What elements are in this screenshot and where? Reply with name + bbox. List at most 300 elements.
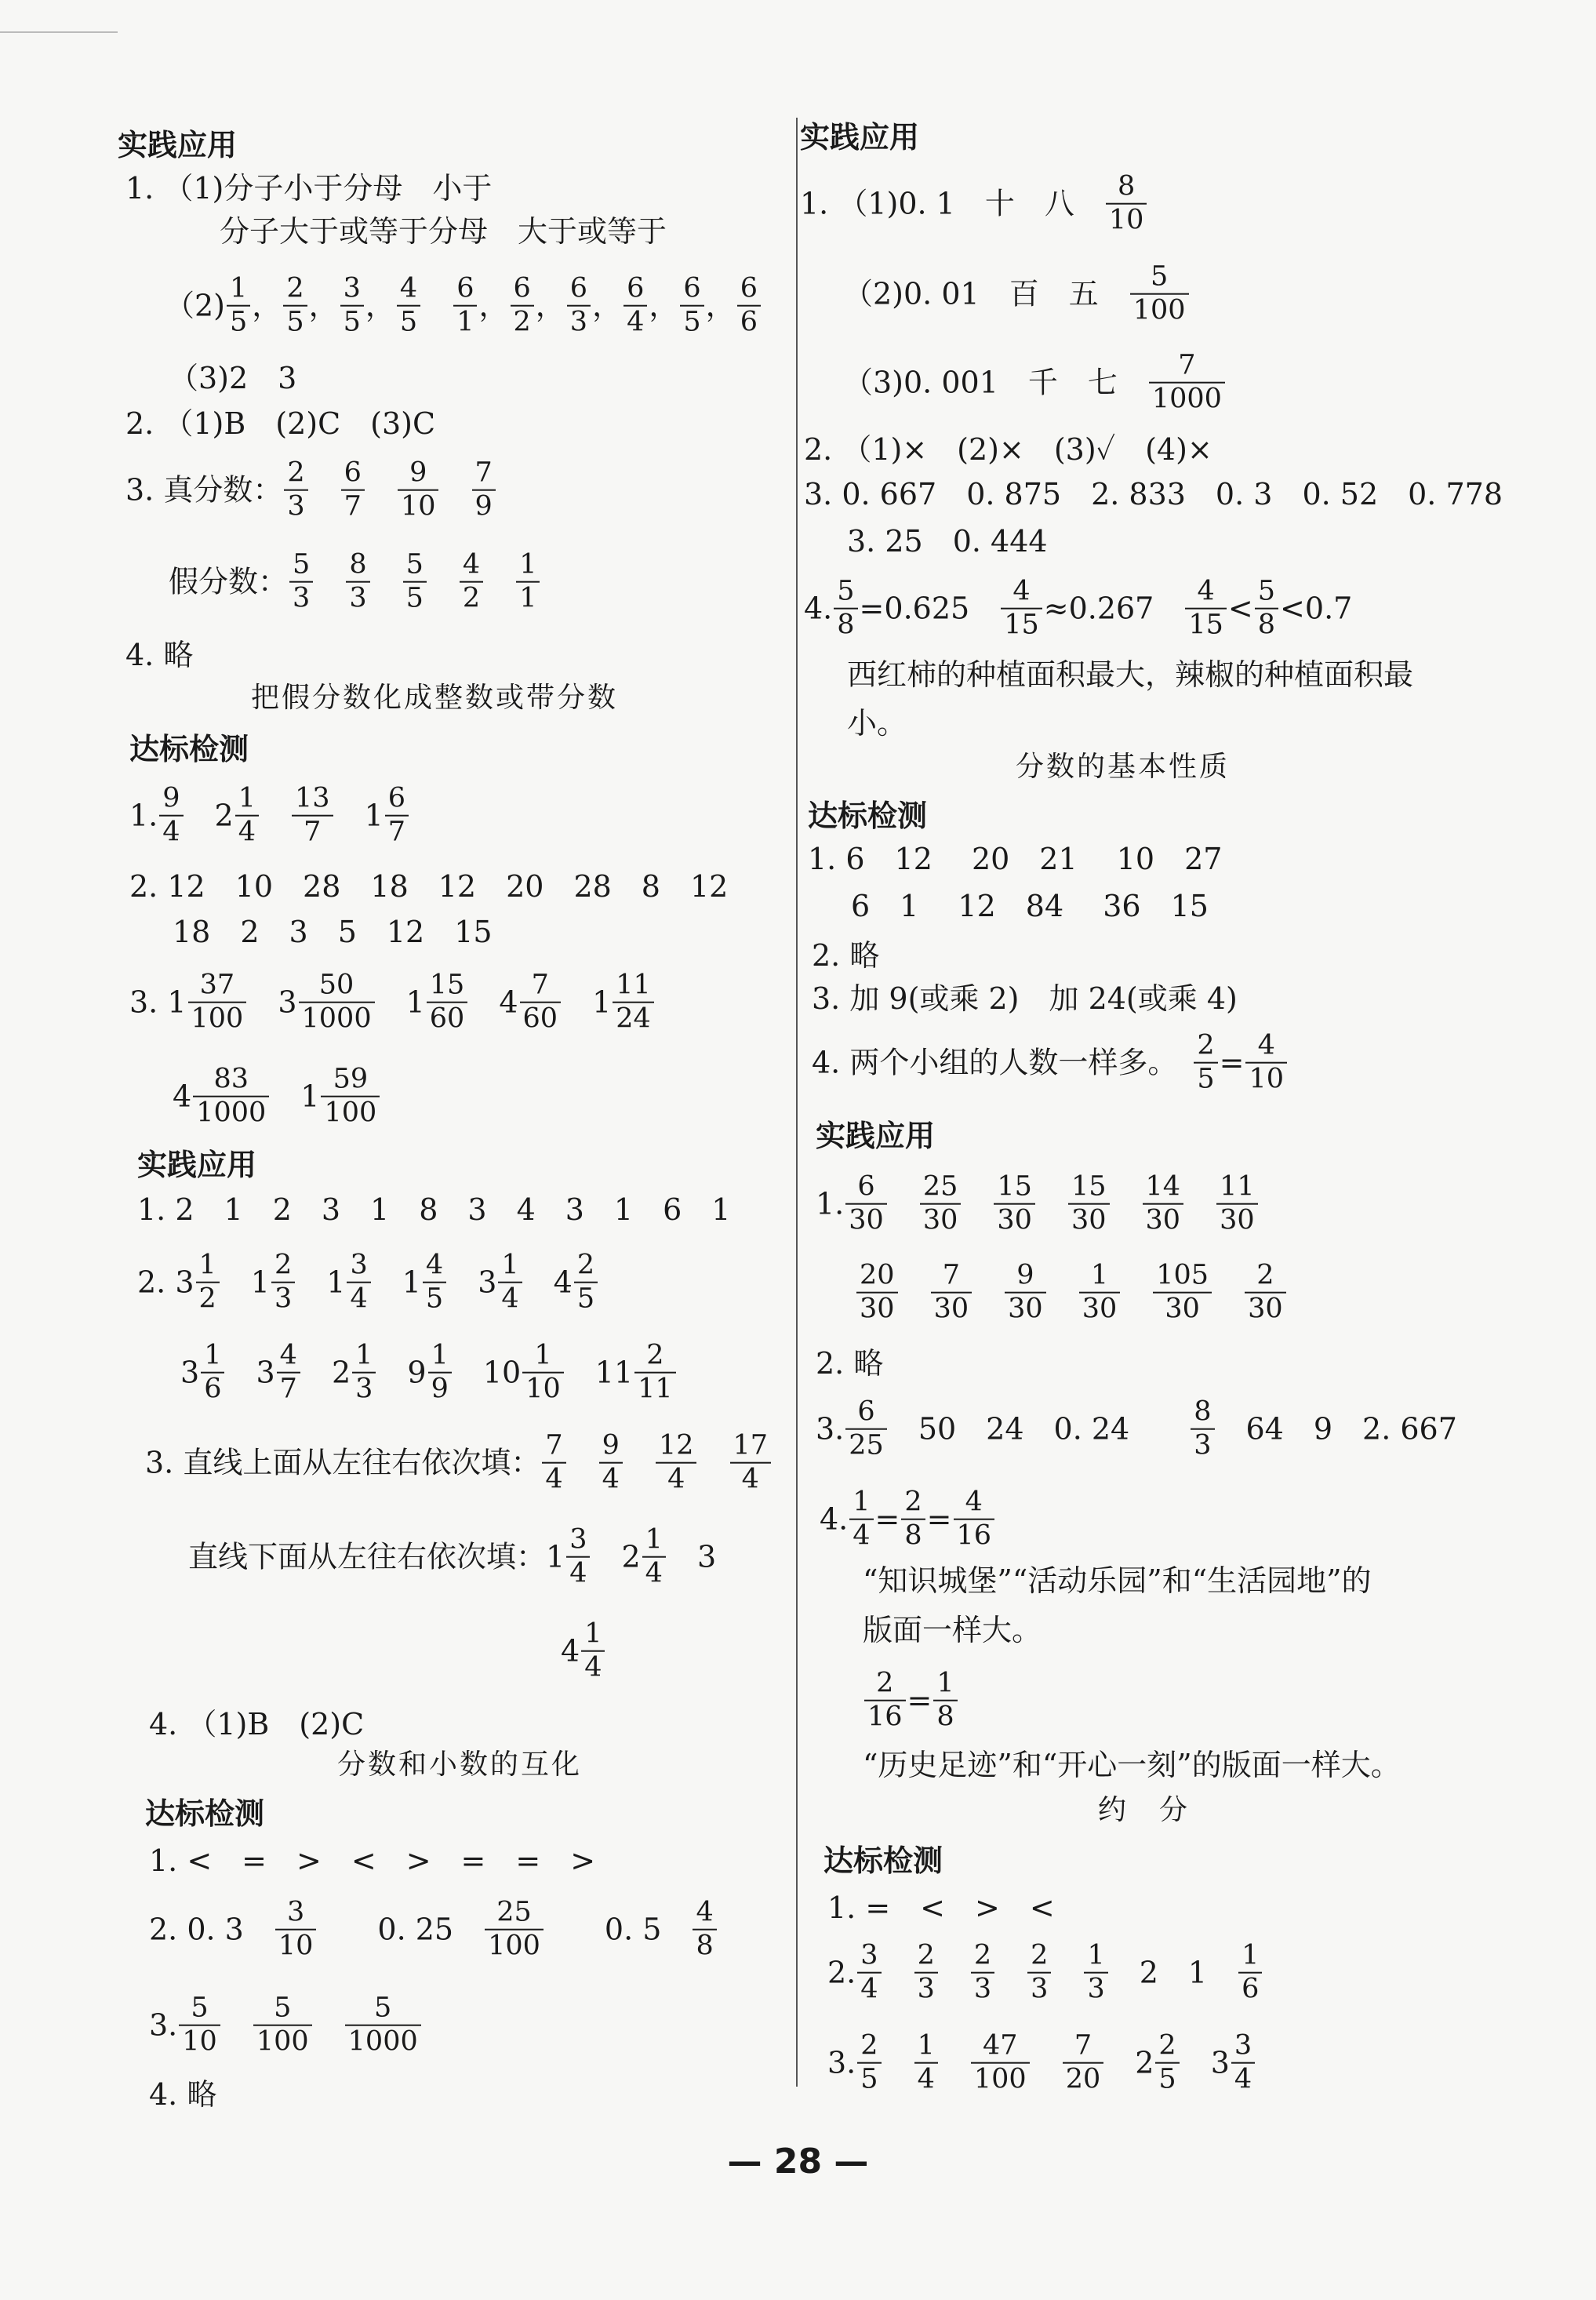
fraction-numerator: 8 (1194, 1396, 1212, 1428)
fraction-numerator: 1 (584, 1618, 602, 1650)
answer-line (847, 657, 1414, 692)
fraction-numerator: 4 (696, 1896, 714, 1928)
answer-text: 约 分 (1098, 1794, 1191, 1826)
fraction (472, 457, 496, 524)
fraction-numerator: 13 (295, 782, 330, 814)
fraction-denominator: 2 (462, 583, 481, 614)
answer-text: = (1219, 1046, 1245, 1080)
fraction (566, 1524, 590, 1591)
fraction-denominator: 4 (627, 307, 645, 338)
fraction-denominator: 30 (1082, 1294, 1118, 1325)
fraction-numerator: 15 (1071, 1170, 1107, 1203)
fraction-numerator: 6 (456, 272, 474, 304)
fraction (567, 273, 591, 340)
fraction (737, 273, 761, 340)
answer-text: ， (649, 289, 679, 323)
fraction-numerator: 4 (965, 1486, 983, 1518)
answer-text (568, 1448, 598, 1478)
answer-line (800, 171, 1148, 238)
fraction-denominator: 100 (1132, 295, 1186, 326)
fraction-numerator: 5 (1257, 575, 1276, 607)
fraction (623, 273, 647, 340)
answer-text: 1. (129, 799, 158, 833)
answer-text: 达标检测 (823, 1843, 943, 1878)
answer-line (173, 1064, 381, 1130)
fraction-denominator: 4 (667, 1464, 685, 1495)
fraction (857, 1940, 881, 2007)
answer-text: 1. 2 1 2 3 1 8 3 4 3 1 6 1 (137, 1192, 731, 1227)
answer-text: 6 1 12 84 36 15 (851, 889, 1209, 923)
answer-line (843, 350, 1227, 417)
fraction-denominator: 6 (740, 307, 758, 338)
answer-line (804, 479, 1503, 509)
answer-text: 0. 25 (318, 1912, 484, 1947)
fraction-denominator: 4 (860, 1974, 878, 2005)
answer-text (440, 475, 470, 505)
page-number: — 28 — (727, 2142, 869, 2182)
fraction-denominator: 8 (696, 1931, 714, 1962)
fraction-numerator: 2 (1031, 1939, 1049, 1971)
answer-text: = (926, 1502, 952, 1537)
answer-text: 3 (226, 1356, 275, 1390)
answer-text (422, 291, 452, 321)
fraction (613, 970, 654, 1036)
fraction-denominator: 5 (230, 307, 248, 338)
answer-text (1037, 1189, 1067, 1219)
fraction-denominator: 100 (488, 1931, 540, 1962)
answer-line (816, 1346, 884, 1381)
section-heading (129, 734, 249, 764)
fraction-numerator: 1 (1242, 1939, 1260, 1971)
fraction-denominator: 15 (1004, 610, 1039, 641)
fraction-denominator: 4 (602, 1464, 620, 1495)
page-number-value: 28 (773, 2142, 823, 2182)
answer-text: 3. (816, 1412, 845, 1447)
answer-text: 2 (184, 799, 234, 833)
fraction (1153, 1260, 1212, 1327)
fraction-denominator: 4 (584, 1652, 602, 1683)
answer-line (863, 1668, 959, 1734)
answer-text: ， (308, 289, 339, 323)
answer-line (812, 1030, 1289, 1097)
answer-line (149, 1709, 364, 1739)
fraction-numerator: 5 (293, 548, 311, 580)
answer-line (125, 640, 193, 670)
fraction-denominator: 10 (525, 1374, 561, 1405)
answer-text: 3 (180, 1356, 200, 1390)
answer-text: 西红柿的种植面积最大，辣椒的种植面积最 (847, 657, 1414, 692)
fraction-numerator: 1 (645, 1523, 663, 1556)
fraction-numerator: 3 (860, 1939, 878, 1971)
fraction-denominator: 15 (1188, 610, 1223, 641)
fraction-numerator: 7 (474, 457, 493, 489)
fraction (1216, 1171, 1258, 1238)
answer-line (137, 1250, 599, 1316)
fraction-numerator: 7 (1178, 349, 1196, 381)
fraction-numerator: 3 (350, 1249, 368, 1281)
fraction-numerator: 2 (860, 2029, 878, 2062)
answer-line (816, 1396, 1457, 1463)
answer-text: 1. （1)分子小于分母 小于 (125, 171, 493, 206)
fraction-denominator: 100 (191, 1003, 244, 1035)
answer-text: 实践应用 (137, 1148, 257, 1182)
fraction-denominator: 2 (198, 1283, 216, 1315)
answer-text: = (907, 1683, 933, 1718)
fraction (1245, 1030, 1287, 1097)
fraction (201, 1340, 224, 1407)
fraction-numerator: 83 (213, 1063, 249, 1095)
answer-text: 实践应用 (118, 128, 238, 162)
fraction-denominator: 4 (917, 2064, 935, 2095)
fraction-denominator: 10 (400, 491, 436, 522)
answer-line (137, 1192, 731, 1227)
fraction (271, 1250, 295, 1316)
answer-text (1122, 1278, 1151, 1308)
answer-text: 1 (334, 799, 384, 833)
fraction-numerator: 4 (1257, 1029, 1275, 1061)
fraction (542, 1430, 565, 1497)
fraction (403, 549, 427, 616)
fraction-denominator: 7 (344, 491, 362, 522)
fraction-denominator: 60 (522, 1003, 558, 1035)
answer-text (1031, 2048, 1061, 2078)
fraction-denominator: 7 (279, 1374, 297, 1405)
answer-text: 3. 25 0. 444 (847, 524, 1048, 559)
fraction-denominator: 30 (849, 1205, 884, 1236)
fraction-denominator: 25 (849, 1430, 884, 1461)
fraction (857, 2030, 881, 2097)
answer-text: 4 (469, 985, 518, 1020)
answer-text (940, 2048, 969, 2078)
fraction-numerator: 20 (860, 1259, 895, 1291)
fraction (1231, 2030, 1255, 2097)
fraction (347, 1250, 370, 1316)
fraction-numerator: 2 (973, 1939, 992, 1971)
answer-text: 2 1 (1109, 1956, 1238, 1990)
fraction-denominator: 6 (204, 1374, 222, 1405)
fraction-numerator: 12 (658, 1429, 694, 1461)
fraction-denominator: 30 (997, 1205, 1032, 1236)
fraction (516, 549, 540, 616)
answer-line (149, 2077, 217, 2112)
answer-text: ， (705, 289, 736, 323)
answer-text: 1 (376, 985, 425, 1020)
answer-text (366, 475, 396, 505)
fraction-denominator: 5 (683, 307, 701, 338)
fraction-denominator: 3 (287, 491, 305, 522)
fraction-denominator: 4 (853, 1520, 871, 1552)
answer-text: 2. 0. 3 (149, 1912, 274, 1947)
answer-line (169, 549, 541, 616)
fraction (1001, 576, 1042, 642)
fraction-numerator: 105 (1156, 1259, 1209, 1291)
answer-text: （2)0. 01 百 五 (843, 277, 1129, 311)
answer-text: 1. 6 12 20 21 10 27 (808, 842, 1223, 876)
fraction-denominator: 4 (645, 1558, 663, 1589)
fraction-denominator: 5 (1158, 2064, 1176, 2095)
answer-text: 3 (667, 1540, 717, 1574)
answer-line (173, 917, 493, 947)
fraction-numerator: 59 (333, 1063, 369, 1095)
answer-text: ， (478, 289, 509, 323)
answer-text: 实践应用 (816, 1119, 936, 1153)
fraction-denominator: 8 (904, 1520, 922, 1552)
fraction (1149, 350, 1225, 417)
fraction (1084, 1940, 1107, 2007)
answer-text: 3. 1 (129, 985, 187, 1020)
fraction-denominator: 3 (274, 1283, 293, 1315)
answer-text: 1. = < > < (827, 1891, 1055, 1925)
fraction (845, 1396, 887, 1463)
answer-text: 直线下面从左往右依次填：1 (188, 1540, 565, 1574)
answer-line (125, 457, 497, 524)
fraction-numerator: 4 (1012, 575, 1031, 607)
fraction-denominator: 30 (1071, 1205, 1107, 1236)
answer-text: 1 (296, 1265, 346, 1300)
fraction-denominator: 30 (1220, 1205, 1255, 1236)
fraction (427, 970, 468, 1036)
fraction-numerator: 3 (1234, 2029, 1252, 2062)
answer-text: 4. (820, 1502, 849, 1537)
fraction (864, 1668, 906, 1734)
answer-text: 64 9 2. 667 (1216, 1412, 1457, 1447)
answer-text (996, 1958, 1026, 1988)
fraction-denominator: 3 (1194, 1430, 1212, 1461)
fraction-numerator: 5 (191, 1992, 209, 2024)
fraction-numerator: 4 (399, 272, 418, 304)
fraction-denominator: 5 (399, 307, 418, 338)
fraction (321, 1064, 380, 1130)
fraction-denominator: 5 (405, 583, 424, 614)
fraction-numerator: 47 (982, 2029, 1018, 2062)
answer-text: 4 (523, 1265, 573, 1300)
answer-text: （3)2 3 (169, 361, 297, 395)
answer-text: 1. （1)0. 1 十 八 (800, 187, 1104, 221)
answer-text: 达标检测 (808, 799, 928, 833)
top-rule (0, 31, 118, 33)
fraction (352, 1340, 376, 1407)
answer-line (149, 1843, 596, 1878)
answer-line (847, 706, 907, 741)
answer-text (314, 2011, 344, 2040)
fraction (1106, 171, 1147, 238)
answer-text (1213, 1278, 1243, 1308)
answer-text: 0. 5 (544, 1912, 692, 1947)
answer-text: 达标检测 (129, 732, 249, 766)
fraction (1068, 1171, 1110, 1238)
fraction-numerator: 25 (922, 1170, 958, 1203)
answer-text: 2. 12 10 28 18 12 20 28 8 12 (129, 869, 729, 904)
fraction (453, 273, 477, 340)
fraction-numerator: 2 (904, 1486, 922, 1518)
fraction-denominator: 3 (349, 583, 367, 614)
answer-line (149, 1897, 718, 1963)
fraction (574, 1250, 598, 1316)
fraction-denominator: 9 (474, 491, 493, 522)
fraction-numerator: 1 (501, 1249, 519, 1281)
fraction (340, 273, 364, 340)
topic-title (337, 1751, 582, 1779)
fraction-numerator: 4 (1197, 575, 1215, 607)
fraction-denominator: 5 (860, 2064, 878, 2095)
fraction-numerator: 1 (853, 1486, 871, 1518)
answer-text: 实践应用 (800, 120, 920, 155)
answer-line (149, 1992, 423, 2059)
answer-text: 1. (816, 1187, 845, 1221)
answer-line (843, 261, 1191, 328)
answer-line (863, 1615, 1042, 1645)
fraction (227, 273, 250, 340)
fraction-denominator: 3 (917, 1974, 935, 2005)
answer-text (314, 567, 344, 597)
fraction-numerator: 2 (274, 1249, 293, 1281)
fraction (485, 1897, 544, 1963)
fraction (1005, 1260, 1046, 1327)
fraction-numerator: 1 (534, 1339, 552, 1371)
fraction (284, 457, 307, 524)
fraction (656, 1430, 697, 1497)
fraction-denominator: 3 (973, 1974, 992, 2005)
fraction-denominator: 4 (545, 1464, 563, 1495)
fraction-denominator: 2 (513, 307, 531, 338)
answer-text: 把假分数化成整数或带分数 (251, 682, 619, 714)
fraction-denominator: 3 (293, 583, 311, 614)
answer-line (165, 273, 762, 340)
fraction-denominator: 100 (256, 2026, 309, 2058)
fraction (1143, 1171, 1184, 1238)
fraction-denominator: 16 (956, 1520, 992, 1552)
fraction (581, 1618, 605, 1685)
answer-text (485, 567, 514, 597)
fraction (193, 1064, 269, 1130)
column-divider (796, 118, 798, 2087)
answer-text (428, 567, 458, 597)
fraction-numerator: 1 (198, 1249, 216, 1281)
fraction-denominator: 30 (933, 1294, 969, 1325)
fraction (275, 1897, 317, 1963)
fraction (520, 970, 562, 1036)
fraction (599, 1430, 623, 1497)
answer-text: 3. (149, 2008, 178, 2043)
fraction-numerator: 6 (740, 272, 758, 304)
answer-line (827, 2030, 1256, 2097)
fraction (253, 1992, 312, 2059)
fraction (346, 549, 369, 616)
answer-text: 4. 略 (149, 2077, 217, 2112)
fraction-numerator: 25 (496, 1896, 532, 1928)
fraction-denominator: 30 (1145, 1205, 1181, 1236)
answer-line (125, 406, 436, 441)
fraction-denominator: 5 (576, 1283, 595, 1315)
fraction-numerator: 1 (1087, 1939, 1105, 1971)
fraction-denominator: 60 (429, 1003, 465, 1035)
answer-text (889, 1189, 918, 1219)
fraction-numerator: 6 (683, 272, 701, 304)
fraction-denominator: 30 (1165, 1294, 1200, 1325)
fraction-denominator: 4 (501, 1283, 519, 1315)
fraction-numerator: 1 (204, 1339, 222, 1371)
fraction-numerator: 6 (387, 782, 406, 814)
answer-line (812, 981, 1238, 1016)
answer-line (812, 938, 880, 973)
answer-text: 分数的基本性质 (1016, 751, 1231, 783)
fraction-denominator: 4 (238, 817, 256, 848)
answer-text (698, 1448, 728, 1478)
answer-text: 分数和小数的互化 (337, 1749, 583, 1781)
fraction-numerator: 11 (1220, 1170, 1255, 1203)
answer-text: （2) (165, 289, 226, 323)
answer-text: 3 (1180, 2046, 1230, 2080)
fraction (341, 457, 365, 524)
fraction-numerator: 1 (917, 2029, 935, 2062)
answer-text: ≈0.267 (1043, 591, 1184, 626)
answer-text: （3)0. 001 千 七 (843, 366, 1147, 400)
fraction-numerator: 6 (344, 457, 362, 489)
fraction-denominator: 3 (1087, 1974, 1105, 2005)
answer-line (129, 869, 729, 904)
fraction (994, 1171, 1035, 1238)
fraction-denominator: 3 (1031, 1974, 1049, 2005)
answer-line (847, 524, 1048, 559)
answer-line (129, 970, 656, 1036)
fraction (235, 783, 259, 850)
fraction-numerator: 8 (1117, 170, 1136, 202)
fraction-numerator: 5 (405, 548, 424, 580)
fraction-numerator: 3 (286, 1896, 305, 1928)
fraction (1191, 1396, 1214, 1463)
fraction-numerator: 7 (531, 969, 549, 1001)
answer-text: 2 (1105, 2046, 1154, 2080)
fraction-numerator: 2 (1256, 1259, 1274, 1291)
answer-line (188, 1524, 716, 1591)
fraction (397, 273, 420, 340)
answer-text: 小。 (847, 706, 907, 741)
fraction-denominator: 30 (1008, 1294, 1043, 1325)
answer-line (827, 1893, 1055, 1923)
answer-text: 1 (562, 985, 612, 1020)
section-heading (816, 1121, 935, 1151)
answer-text: 分子大于或等于分母 大于或等于 (220, 214, 667, 249)
answer-text: 2. 3 (137, 1265, 195, 1300)
answer-text (973, 1278, 1003, 1308)
section-heading (145, 1796, 265, 1831)
fraction-numerator: 6 (857, 1396, 875, 1428)
fraction-denominator: 4 (350, 1283, 368, 1315)
fraction (511, 273, 534, 340)
fraction-numerator: 5 (837, 575, 855, 607)
topic-title (1016, 753, 1230, 781)
fraction-denominator: 4 (162, 817, 180, 848)
fraction (188, 970, 247, 1036)
fraction-numerator: 1 (230, 272, 248, 304)
answer-text: “历史足迹”和“开心一刻”的版面一样大。 (863, 1748, 1401, 1782)
fraction (345, 1992, 421, 2059)
fraction-numerator: 5 (374, 1992, 392, 2024)
fraction (933, 1668, 957, 1734)
fraction-numerator: 1 (355, 1339, 373, 1371)
answer-line (804, 432, 1212, 467)
fraction (1255, 576, 1278, 642)
fraction-numerator: 6 (857, 1170, 875, 1203)
answer-text: =0.625 (859, 591, 1000, 626)
fraction-denominator: 3 (569, 307, 588, 338)
fraction-denominator: 10 (278, 1931, 314, 1962)
answer-text: 2. (827, 1956, 856, 1990)
fraction-denominator: 3 (355, 1374, 373, 1405)
fraction-numerator: 1 (1090, 1259, 1109, 1291)
answer-text (310, 475, 340, 505)
fraction-numerator: 50 (318, 969, 354, 1001)
